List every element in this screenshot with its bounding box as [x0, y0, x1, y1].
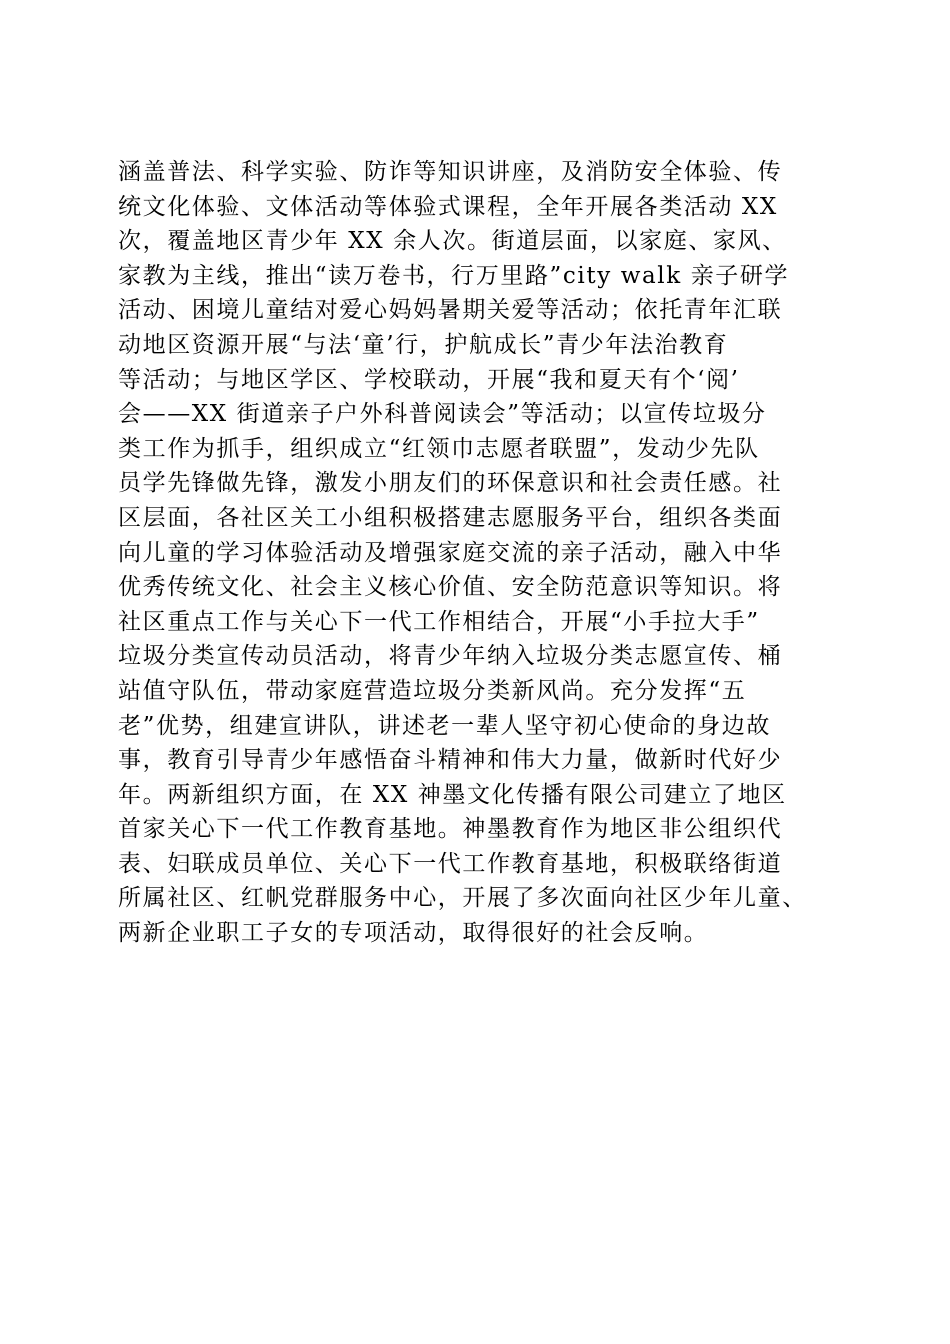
- paragraph-line: 优秀传统文化、社会主义核心价值、安全防范意识等知识。将: [118, 574, 783, 601]
- paragraph-line: 次，覆盖地区青少年 XX 余人次。街道层面，以家庭、家风、: [118, 228, 787, 255]
- paragraph-line: 垃圾分类宣传动员活动，将青少年纳入垃圾分类志愿宣传、桶: [118, 643, 783, 670]
- paragraph-line: 年。两新组织方面，在 XX 神墨文化传播有限公司建立了地区: [118, 781, 787, 808]
- paragraph-line: 涵盖普法、科学实验、防诈等知识讲座，及消防安全体验、传: [118, 159, 783, 185]
- paragraph-line: 首家关心下一代工作教育基地。神墨教育作为地区非公组织代: [118, 816, 783, 843]
- paragraph-line: 事，教育引导青少年感悟奋斗精神和伟大力量，做新时代好少: [118, 747, 783, 774]
- paragraph-line: 表、妇联成员单位、关心下一代工作教育基地，积极联络街道: [118, 850, 783, 877]
- paragraph-line: 会——XX 街道亲子户外科普阅读会”等活动；以宣传垃圾分: [118, 401, 767, 428]
- paragraph-line: 两新企业职工子女的专项活动，取得很好的社会反响。: [118, 920, 709, 947]
- paragraph-line: 站值守队伍，带动家庭营造垃圾分类新风尚。充分发挥“五: [118, 677, 747, 704]
- paragraph-line: 向儿童的学习体验活动及增强家庭交流的亲子活动，融入中华: [118, 539, 783, 566]
- paragraph-line: 动地区资源开展“与法‘童’行，护航成长”青少年法治教育: [118, 331, 729, 358]
- paragraph-line: 等活动；与地区学区、学校联动，开展“我和夏天有个‘阅’: [118, 366, 740, 393]
- paragraph-line: 所属社区、红帆党群服务中心，开展了多次面向社区少年儿童、: [118, 885, 807, 912]
- body-paragraph: [118, 155, 838, 951]
- paragraph-line: 区层面，各社区关工小组积极搭建志愿服务平台，组织各类面: [118, 504, 783, 531]
- paragraph-line: 老”优势，组建宣讲队，讲述老一辈人坚守初心使命的身边故: [118, 712, 771, 739]
- paragraph-line: 统文化体验、文体活动等体验式课程，全年开展各类活动 XX: [118, 193, 778, 220]
- paragraph-line: 活动、困境儿童结对爱心妈妈暑期关爱等活动；依托青年汇联: [118, 297, 783, 324]
- paragraph-line: 类工作为抓手，组织成立“红领巾志愿者联盟”，发动少先队: [118, 435, 760, 462]
- paragraph-line: 家教为主线，推出“读万卷书，行万里路”city walk 亲子研学: [118, 262, 790, 289]
- paragraph-line: 员学先锋做先锋，激发小朋友们的环保意识和社会责任感。社: [118, 470, 783, 497]
- paragraph-line: 社区重点工作与关心下一代工作相结合，开展“小手拉大手”: [118, 608, 760, 635]
